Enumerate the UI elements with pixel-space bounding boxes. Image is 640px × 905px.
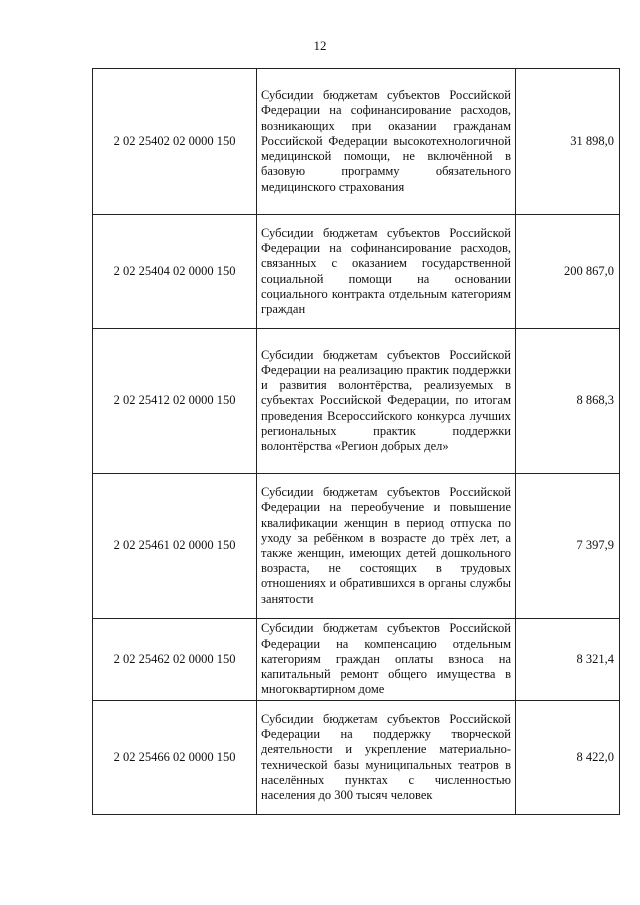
description-cell: Субсидии бюджетам субъектов Российской Федерации на софинансирование расходов, возникающих при оказании гражданам Российской Федерации высокотехнологичной медицинской помощи, не включённой в базовую программу обязательного медицинского страхования [257, 69, 516, 215]
amount-cell: 8 422,0 [516, 701, 620, 815]
table-row [93, 619, 620, 701]
amount-cell: 8 321,4 [516, 619, 620, 701]
description-cell: Субсидии бюджетам субъектов Российской Федерации на поддержку творческой деятельности и укрепление материально-технической базы муниципальных театров в населённых пунктах с численностью населения до 300 тысяч человек [257, 701, 516, 815]
description-cell: Субсидии бюджетам субъектов Российской Федерации на переобучение и повышение квалификации женщин в период отпуска по уходу за ребёнком в возрасте до трёх лет, а также женщин, имеющих детей дошкольного возраста, не состоящих в трудовых отношениях и обратившихся в органы службы занятости [257, 474, 516, 619]
table-row [93, 215, 620, 329]
description-cell: Субсидии бюджетам субъектов Российской Федерации на реализацию практик поддержки и развития волонтёрства, реализуемых в субъектах Российской Федерации, по итогам проведения Всероссийского конкурса лучших региональных практик поддержки волонтёрства «Регион добрых дел» [257, 329, 516, 474]
budget-code-cell: 2 02 25462 02 0000 150 [93, 619, 257, 701]
description-cell: Субсидии бюджетам субъектов Российской Федерации на компенсацию отдельным категориям граждан оплаты взноса на капитальный ремонт общего имущества в многоквартирном доме [257, 619, 516, 701]
amount-cell: 8 868,3 [516, 329, 620, 474]
budget-code-cell: 2 02 25404 02 0000 150 [93, 215, 257, 329]
table-row [93, 701, 620, 815]
page-number: 12 [313, 38, 327, 53]
description-cell: Субсидии бюджетам субъектов Российской Федерации на софинансирование расходов, связанных с оказанием государственной социальной помощи на основании социального контракта отдельным категориям граждан [257, 215, 516, 329]
amount-cell: 31 898,0 [516, 69, 620, 215]
budget-code-cell: 2 02 25466 02 0000 150 [93, 701, 257, 815]
amount-cell: 7 397,9 [516, 474, 620, 619]
budget-code-cell: 2 02 25412 02 0000 150 [93, 329, 257, 474]
budget-table [92, 68, 620, 815]
table-row [93, 69, 620, 215]
budget-code-cell: 2 02 25461 02 0000 150 [93, 474, 257, 619]
budget-code-cell: 2 02 25402 02 0000 150 [93, 69, 257, 215]
amount-cell: 200 867,0 [516, 215, 620, 329]
table-row [93, 329, 620, 474]
table-row [93, 474, 620, 619]
